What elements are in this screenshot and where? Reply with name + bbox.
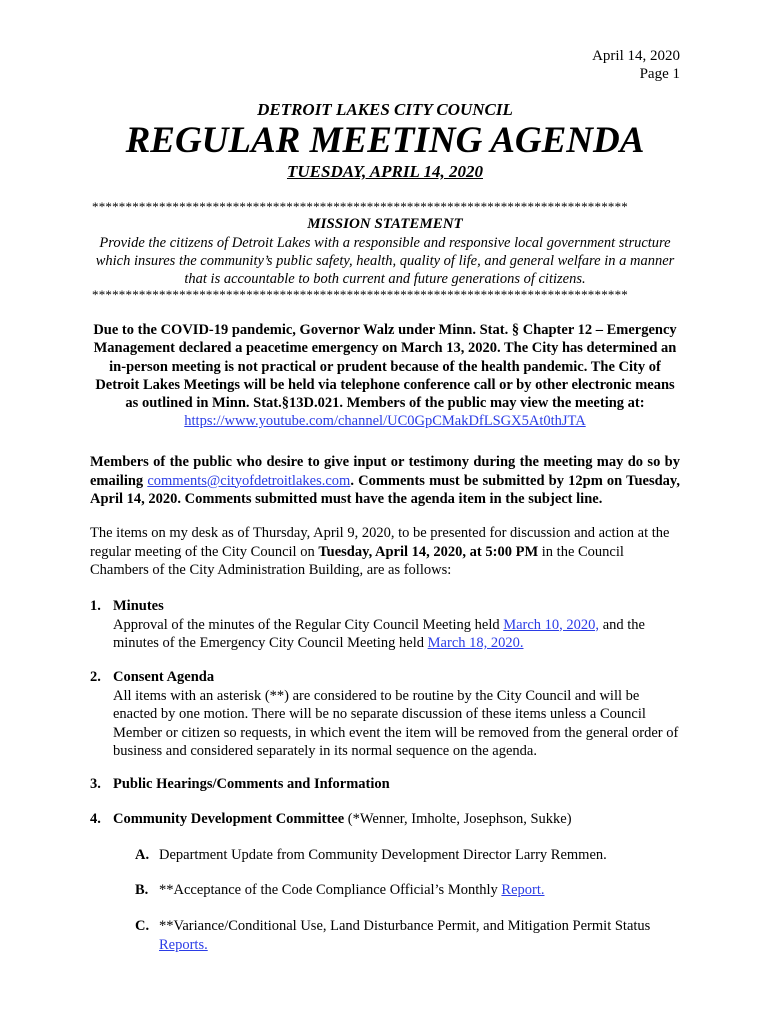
- item-text: [113, 616, 680, 653]
- sub-item-b: [135, 881, 680, 900]
- permit-reports-link[interactable]: Reports.: [159, 936, 208, 953]
- item-title: Minutes: [113, 598, 164, 614]
- sub-item-letter: C.: [135, 918, 150, 934]
- meeting-time: Tuesday, April 14, 2020, at 5:00 PM: [318, 543, 539, 560]
- covid-notice-text: Due to the COVID-19 pandemic, Governor Walz under Minn. Stat. § Chapter 12 – Emergency Management declared a peacetime emergency on March 13, 2020. The City has determined an in-person meeting is not practical or prudent because of the health pandemic. The City of Detroit Lakes Meetings will be held via telephone conference call or by other electronic means as outlined in Minn. Stat.§13D.021. Members of the public may view the meeting at:: [93, 322, 677, 412]
- committee-members: (*Wenner, Imholte, Josephson, Sukke): [344, 811, 572, 827]
- agenda-item-hearings: [90, 775, 680, 794]
- star-separator-bottom: ********************************************************************************: [92, 288, 628, 302]
- page-title: REGULAR MEETING AGENDA: [125, 120, 645, 161]
- comments-email-link[interactable]: comments@cityofdetroitlakes.com: [147, 472, 351, 489]
- item-title: Public Hearings/Comments and Information: [113, 776, 390, 792]
- sub-item-c: [135, 917, 680, 954]
- public-input-text-2: . Comments must be submitted by 12pm on Tuesday, April 14, 2020. Comments submitted must have the agenda item in the subject line.: [90, 472, 680, 507]
- agenda-item-community-development: [90, 810, 680, 829]
- minutes-text-2: and the minutes of the Emergency City Council Meeting held: [113, 616, 645, 651]
- intro-text-1: The items on my desk as of Thursday, April 9, 2020, to be presented for discussion and action at the regular meeting of the City Council on: [90, 525, 670, 560]
- sub-item-letter: A.: [135, 847, 150, 863]
- mission-title: MISSION STATEMENT: [307, 216, 463, 232]
- item-number: 4.: [90, 811, 101, 827]
- page-number: Page 1: [639, 66, 680, 82]
- sub-item-text: **Variance/Conditional Use, Land Disturbance Permit, and Mitigation Permit Status: [159, 918, 651, 934]
- public-input-notice: [90, 453, 680, 509]
- item-number: 2.: [90, 669, 101, 685]
- intro-paragraph: [90, 524, 680, 580]
- meeting-date: TUESDAY, APRIL 14, 2020: [286, 162, 483, 181]
- sub-item-text: Department Update from Community Development Director Larry Remmen.: [159, 847, 607, 863]
- sub-item-text: **Acceptance of the Code Compliance Official’s Monthly: [159, 882, 502, 898]
- header-date: April 14, 2020: [592, 48, 680, 64]
- item-text: All items with an asterisk (**) are considered to be routine by the City Council and will be enacted by one motion. There will be no separate discussion of these items unless a Council Member or citizen so requests, in which event the item will be removed from the general order of business and considered separately in its normal sequence on the agenda.: [113, 687, 679, 759]
- covid-notice: [90, 321, 680, 431]
- item-title: Community Development Committee: [113, 811, 345, 827]
- item-number: 3.: [90, 776, 101, 792]
- mission-text: Provide the citizens of Detroit Lakes with a responsible and responsive local government structure which insures the community’s public safety, health, quality of life, and general welfare in a manner that is accountable to both current and future generations of citizens.: [95, 235, 675, 287]
- intro-text-2: in the Council Chambers of the City Administration Building, are as follows:: [90, 543, 624, 578]
- agenda-item-minutes: [90, 597, 680, 653]
- march-10-minutes-link[interactable]: March 10, 2020,: [503, 616, 600, 633]
- march-18-minutes-link[interactable]: March 18, 2020.: [427, 635, 524, 651]
- page-header: [592, 47, 680, 83]
- monthly-report-link[interactable]: Report.: [501, 882, 545, 898]
- youtube-link[interactable]: https://www.youtube.com/channel/UC0GpCMakDfLSGX5At0thJTA: [184, 413, 586, 430]
- minutes-text-1: Approval of the minutes of the Regular City Council Meeting held: [113, 616, 504, 633]
- public-input-text-1: Members of the public who desire to give input or testimony during the meeting may do so by emailing: [90, 454, 680, 489]
- agenda-item-consent: [90, 668, 680, 761]
- item-number: 1.: [90, 598, 101, 614]
- item-title: Consent Agenda: [113, 669, 215, 685]
- star-separator-top: ********************************************************************************: [92, 200, 628, 214]
- sub-item-letter: B.: [135, 882, 149, 898]
- sub-item-a: [135, 846, 680, 865]
- council-name: DETROIT LAKES CITY COUNCIL: [257, 100, 513, 119]
